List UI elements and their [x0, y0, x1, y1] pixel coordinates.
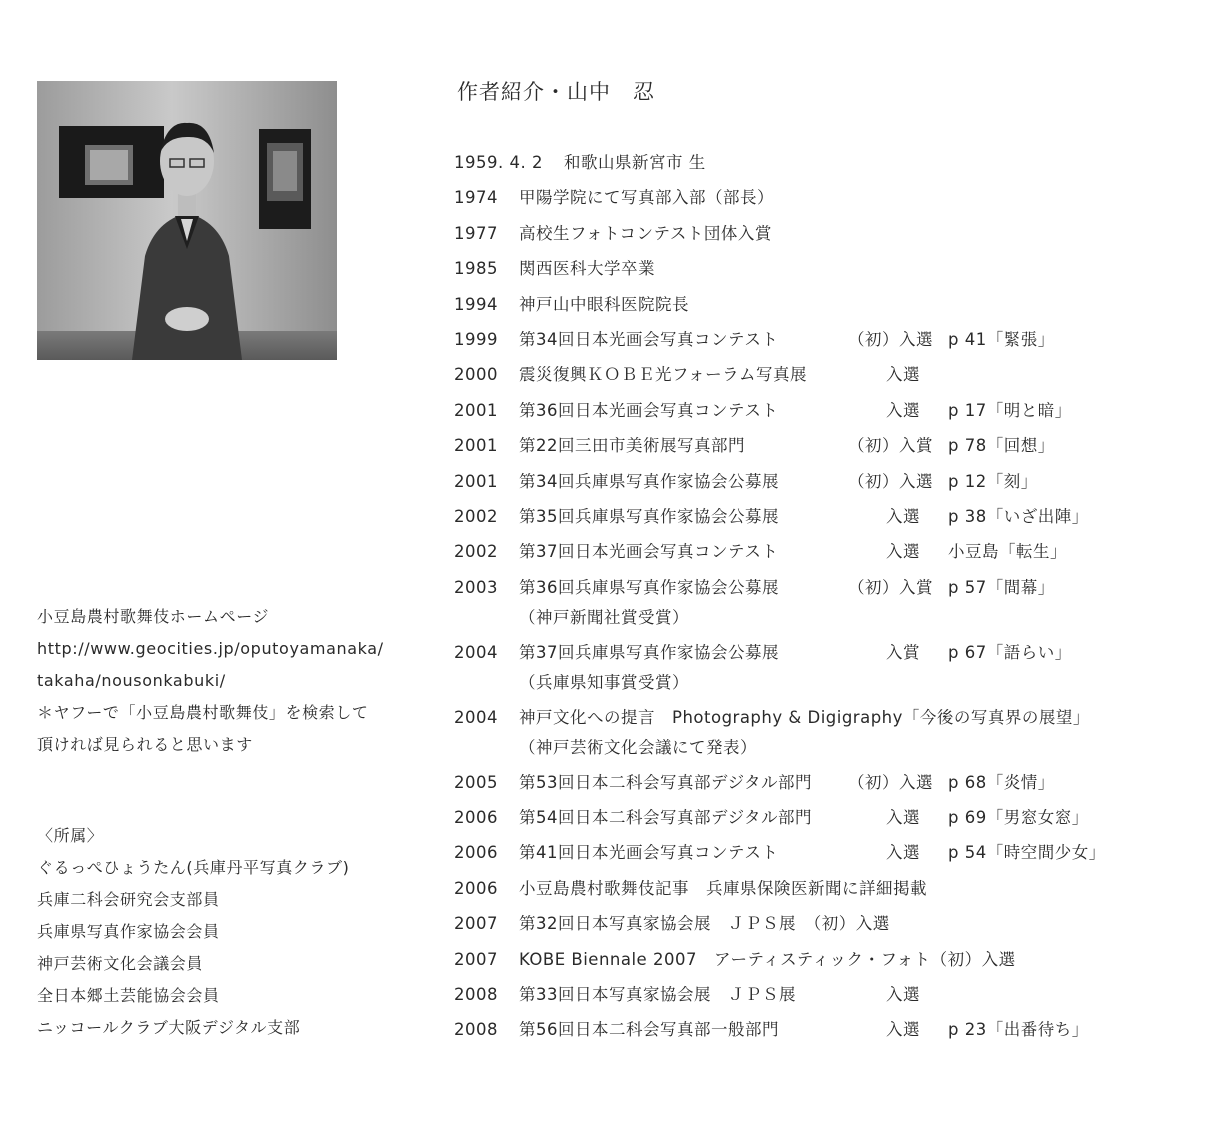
entry-year: 1974: [454, 188, 498, 208]
affiliation-heading: 〈所属〉: [37, 826, 104, 845]
entry-event: 神戸文化への提言 Photography & Digigraphy「今後の写真界の展望」: [519, 707, 1090, 727]
entry-event: 関西医科大学卒業: [519, 259, 655, 279]
affiliation-item: ぐるっぺひょうたん(兵庫丹平写真クラブ): [37, 858, 350, 877]
biography-entry: [452, 835, 1192, 870]
entry-event: 第22回三田市美術展写真部門: [519, 436, 745, 456]
homepage-url[interactable]: http://www.geocities.jp/oputoyamanaka/: [37, 639, 384, 658]
entry-event: 小豆島農村歌舞伎記事 兵庫県保険医新聞に詳細掲載: [519, 878, 927, 898]
entry-status: 入選: [886, 542, 920, 562]
entry-event: 第36回兵庫県写真作家協会公募展: [519, 577, 779, 597]
homepage-url[interactable]: takaha/nousonkabuki/: [37, 671, 226, 690]
entry-note: （神戸芸術文化会議にて発表）: [519, 737, 757, 757]
entry-year: 2003: [454, 577, 498, 597]
biography-entry: [452, 393, 1192, 428]
biography-entry: [452, 499, 1192, 534]
entry-year: 2000: [454, 365, 498, 385]
entry-status: 入選: [886, 365, 920, 385]
entry-ref: p 41「緊張」: [948, 329, 1055, 349]
entry-status: （初）入賞: [848, 436, 933, 456]
entry-status: 入選: [886, 1020, 920, 1040]
biography-entry: [452, 906, 1192, 941]
entry-year: 2006: [454, 808, 498, 828]
entry-ref: p 67「語らい」: [948, 642, 1072, 662]
biography-entry: [452, 428, 1192, 463]
entry-year: 2006: [454, 878, 498, 898]
entry-event: 第37回兵庫県写真作家協会公募展: [519, 642, 779, 662]
entry-event: 第33回日本写真家協会展 ＪＰＳ展: [519, 985, 796, 1005]
entry-event: 甲陽学院にて写真部入部（部長）: [519, 188, 774, 208]
biography-entry: [452, 977, 1192, 1012]
entry-event: 震災復興ＫＯＢＥ光フォーラム写真展: [519, 365, 808, 385]
entry-ref: p 69「男窓女窓」: [948, 808, 1089, 828]
entry-event: 第54回日本二科会写真部デジタル部門: [519, 808, 813, 828]
entry-status: （初）入選: [848, 329, 933, 349]
entry-year: 2004: [454, 707, 498, 727]
biography-entry: [452, 357, 1192, 392]
biography-entry: [452, 464, 1192, 499]
biography-entry: [452, 570, 1192, 635]
biography-list: [452, 145, 1192, 1048]
affiliation-item: 全日本郷土芸能協会会員: [37, 986, 220, 1005]
entry-note: （神戸新聞社賞受賞）: [519, 607, 689, 627]
entry-event: 第32回日本写真家協会展 ＪＰＳ展 （初）入選: [519, 914, 890, 934]
entry-event: 第37回日本光画会写真コンテスト: [519, 542, 779, 562]
homepage-line: 小豆島農村歌舞伎ホームページ: [37, 607, 270, 626]
affiliation-item: ニッコールクラブ大阪デジタル支部: [37, 1018, 301, 1037]
entry-year: 2001: [454, 400, 498, 420]
entry-status: （初）入選: [848, 772, 933, 792]
biography-entry: [452, 765, 1192, 800]
biography-entry: [452, 251, 1192, 286]
affiliation-item: 兵庫二科会研究会支部員: [37, 890, 220, 909]
entry-event: KOBE Biennale 2007 アーティスティック・フォト（初）入選: [519, 949, 1016, 969]
biography-entry: [452, 700, 1192, 765]
entry-status: 入選: [886, 985, 920, 1005]
entry-ref: p 54「時空間少女」: [948, 843, 1106, 863]
entry-year: 2008: [454, 1020, 498, 1040]
entry-year: 2007: [454, 949, 498, 969]
entry-year: 2001: [454, 436, 498, 456]
entry-ref: p 12「刻」: [948, 471, 1038, 491]
homepage-info: [37, 601, 384, 761]
entry-year: 2001: [454, 471, 498, 491]
entry-year: 1959. 4. 2: [454, 153, 543, 172]
entry-status: （初）入選: [848, 471, 933, 491]
entry-year: 1977: [454, 223, 498, 243]
biography-entry: [452, 1012, 1192, 1047]
entry-ref: p 23「出番待ち」: [948, 1020, 1089, 1040]
biography-entry: [452, 145, 1192, 180]
entry-year: 1999: [454, 329, 498, 349]
entry-event: 第34回兵庫県写真作家協会公募展: [519, 471, 779, 491]
entry-event: 第53回日本二科会写真部デジタル部門: [519, 772, 813, 792]
entry-note: （兵庫県知事賞受賞）: [519, 672, 689, 692]
entry-status: 入選: [886, 506, 920, 526]
homepage-line: ＊ヤフーで「小豆島農村歌舞伎」を検索して: [37, 703, 369, 722]
entry-ref: p 38「いざ出陣」: [948, 506, 1089, 526]
entry-event: 神戸山中眼科医院院長: [519, 294, 689, 314]
entry-year: 2008: [454, 985, 498, 1005]
entry-year: 2005: [454, 772, 498, 792]
affiliation-list: [37, 820, 350, 1044]
entry-status: 入賞: [886, 642, 920, 662]
affiliation-item: 兵庫県写真作家協会会員: [37, 922, 220, 941]
entry-event: 第36回日本光画会写真コンテスト: [519, 400, 779, 420]
profile-title: 作者紹介・山中 忍: [457, 80, 655, 104]
biography-entry: [452, 942, 1192, 977]
entry-status: （初）入賞: [848, 577, 933, 597]
homepage-line: 頂ければ見られると思います: [37, 735, 253, 754]
biography-entry: [452, 534, 1192, 569]
entry-year: 2007: [454, 914, 498, 934]
entry-status: 入選: [886, 843, 920, 863]
entry-event: 第35回兵庫県写真作家協会公募展: [519, 506, 779, 526]
entry-event: 和歌山県新宮市 生: [564, 153, 706, 172]
biography-entry: [452, 287, 1192, 322]
author-portrait-photo: [37, 81, 337, 360]
biography-entry: [452, 322, 1192, 357]
entry-event: 第56回日本二科会写真部一般部門: [519, 1020, 779, 1040]
entry-event: 第41回日本光画会写真コンテスト: [519, 843, 779, 863]
entry-ref: 小豆島「転生」: [948, 542, 1067, 562]
entry-status: 入選: [886, 400, 920, 420]
entry-ref: p 17「明と暗」: [948, 400, 1072, 420]
biography-entry: [452, 216, 1192, 251]
entry-year: 1985: [454, 259, 498, 279]
biography-entry: [452, 871, 1192, 906]
entry-event: 高校生フォトコンテスト団体入賞: [519, 223, 772, 243]
entry-year: 1994: [454, 294, 498, 314]
biography-entry: [452, 180, 1192, 215]
entry-ref: p 57「間幕」: [948, 577, 1055, 597]
entry-status: 入選: [886, 808, 920, 828]
affiliation-item: 神戸芸術文化会議会員: [37, 954, 204, 973]
biography-entry: [452, 635, 1192, 700]
biography-entry: [452, 800, 1192, 835]
entry-event: 第34回日本光画会写真コンテスト: [519, 329, 779, 349]
entry-year: 2006: [454, 843, 498, 863]
entry-year: 2002: [454, 506, 498, 526]
entry-year: 2004: [454, 642, 498, 662]
entry-year: 2002: [454, 542, 498, 562]
entry-ref: p 78「回想」: [948, 436, 1055, 456]
entry-ref: p 68「炎情」: [948, 772, 1055, 792]
